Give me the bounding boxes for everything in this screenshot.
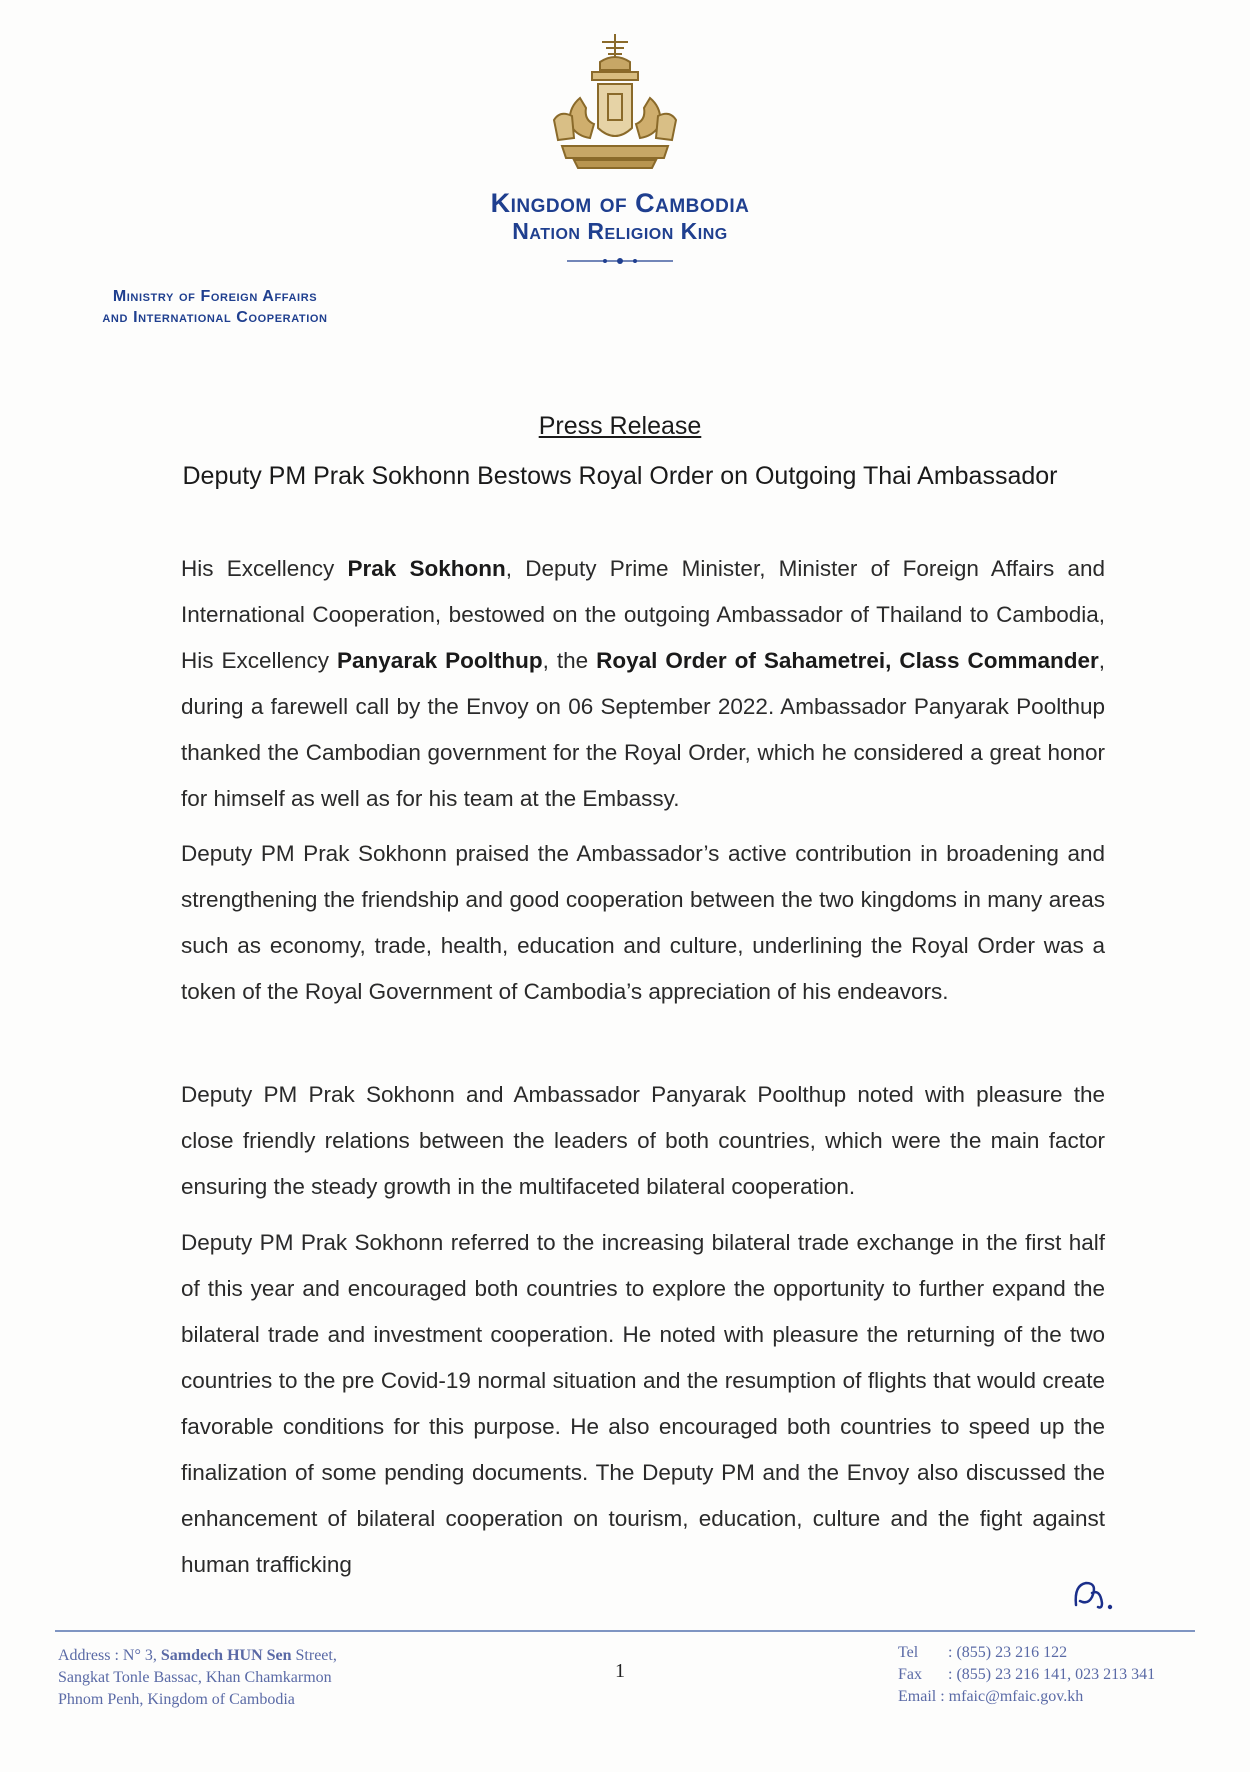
tel-line xyxy=(898,1642,1198,1664)
p1-text-g: , during a farewell call by the Envoy on 06 September 2022. Ambassador Panyarak Poolthup thanked the Cambodian government for the Royal Order, which he considered a great honor for himself as well as for his team at the Embassy. xyxy=(181,648,1105,811)
address-line-1 xyxy=(58,1645,458,1667)
body-paragraph-2: Deputy PM Prak Sokhonn praised the Ambassador’s active contribution in broadening and strengthening the friendship and good cooperation between the two kingdoms in many areas such as economy, trade, health, education and culture, underlining the Royal Order was a token of the Royal Government of Cambodia’s appreciation of his endeavors. xyxy=(181,841,1105,1004)
royal-coat-of-arms-emblem xyxy=(540,28,690,178)
footer-divider xyxy=(55,1630,1195,1632)
p1-text-e: , the xyxy=(542,648,597,673)
p1-name-prak-sokhonn: Prak Sokhonn xyxy=(347,556,506,581)
address-street-name: Samdech HUN Sen xyxy=(160,1647,292,1664)
address-line-2: Sangkat Tonle Bassac, Khan Chamkarmon xyxy=(58,1669,332,1686)
p1-royal-order: Royal Order of Sahametrei, Class Commander xyxy=(596,648,1099,673)
footer-contact xyxy=(898,1642,1198,1708)
email-line xyxy=(898,1686,1198,1708)
address-street-suffix: Street, xyxy=(291,1647,337,1664)
national-motto: Nation Religion King xyxy=(512,218,728,244)
p1-text-a: His Excellency xyxy=(181,556,348,581)
email-label: Email xyxy=(898,1688,937,1705)
fax-label: Fax xyxy=(898,1666,922,1683)
body-paragraph-1 xyxy=(181,546,1105,822)
tel-value: : (855) 23 216 122 xyxy=(948,1644,1068,1661)
press-release-headline: Deputy PM Prak Sokhonn Bestows Royal Order on Outgoing Thai Ambassador xyxy=(182,462,1058,490)
footer-address xyxy=(58,1645,458,1711)
ministry-name-line1: Ministry of Foreign Affairs xyxy=(112,288,318,305)
page-number: 1 xyxy=(615,1660,625,1682)
address-prefix: Address : N° 3, xyxy=(58,1647,161,1664)
document-type-title: Press Release xyxy=(538,412,702,440)
body-paragraph-4: Deputy PM Prak Sokhonn referred to the increasing bilateral trade exchange in the first half of this year and encouraged both countries to explore the opportunity to further expand the bilateral trade and investment cooperation. He noted with pleasure the returning of the two countries to the pre Covid-19 normal situation and the resumption of flights that would create favorable conditions for this purpose. He also encouraged both countries to speed up the finalization of some pending documents. The Deputy PM and the Envoy also discussed the enhancement of bilateral cooperation on tourism, education, culture and the fight against human trafficking xyxy=(181,1230,1105,1577)
ministry-name-line2: and International Cooperation xyxy=(102,309,328,326)
p1-text-c: , Deputy Prime Minister, Minister of Foreign Affairs and International Cooperation, bestowed on the outgoing Ambassador of Thailand to Cambodia, His Excellency xyxy=(181,556,1105,673)
handwritten-initial-signature xyxy=(1068,1575,1118,1615)
divider-ornament xyxy=(565,254,675,268)
fax-line xyxy=(898,1664,1198,1686)
address-line-3: Phnom Penh, Kingdom of Cambodia xyxy=(58,1691,295,1708)
body-paragraph-3: Deputy PM Prak Sokhonn and Ambassador Panyarak Poolthup noted with pleasure the close friendly relations between the leaders of both countries, which were the main factor ensuring the steady growth in the multifaceted bilateral cooperation. xyxy=(181,1082,1105,1199)
kingdom-title: Kingdom of Cambodia xyxy=(490,188,750,218)
fax-value: : (855) 23 216 141, 023 213 341 xyxy=(948,1666,1156,1683)
p1-name-ambassador: Panyarak Poolthup xyxy=(337,648,543,673)
email-value[interactable]: : mfaic@mfaic.gov.kh xyxy=(940,1688,1084,1705)
tel-label: Tel xyxy=(898,1644,919,1661)
